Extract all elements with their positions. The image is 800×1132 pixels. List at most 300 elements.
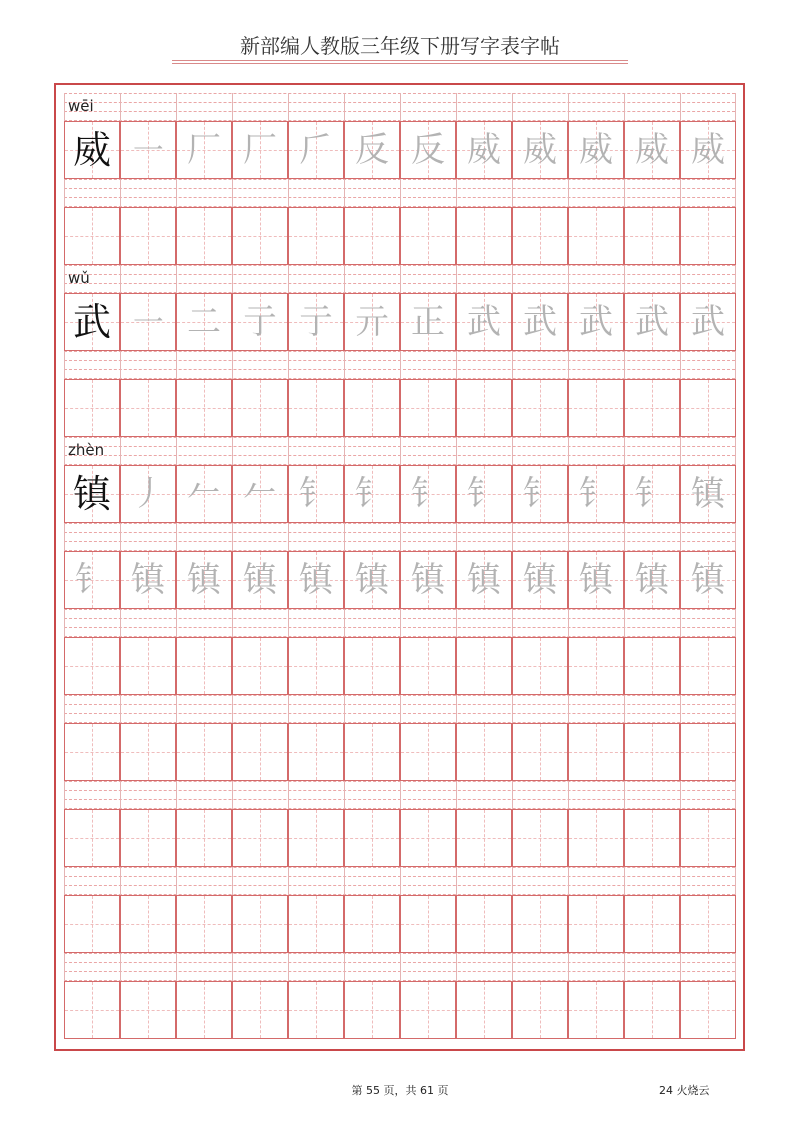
guide-line — [568, 523, 569, 551]
guide-line — [64, 953, 65, 981]
guide-line — [64, 351, 65, 379]
guide-line — [120, 265, 121, 293]
tian-cell[interactable] — [176, 379, 232, 437]
guide-line — [232, 265, 233, 293]
tian-cell[interactable] — [176, 207, 232, 265]
tian-cell[interactable] — [624, 637, 680, 695]
guide-line — [512, 781, 513, 809]
tian-cell[interactable] — [64, 293, 120, 351]
tian-cell[interactable] — [120, 293, 176, 351]
guide-line — [568, 781, 569, 809]
tian-cell[interactable] — [64, 207, 120, 265]
stroke-step: 镇 — [635, 560, 669, 600]
guide-line — [680, 867, 681, 895]
tian-cell[interactable] — [456, 121, 512, 179]
guide-line — [344, 523, 345, 551]
practice-row — [64, 379, 735, 437]
tian-cell[interactable] — [176, 551, 232, 609]
tian-cell[interactable] — [624, 207, 680, 265]
practice-row — [64, 723, 735, 781]
guide-line — [568, 93, 569, 121]
stroke-step: 𠂉 — [187, 474, 221, 514]
guide-line — [344, 351, 345, 379]
tian-cell[interactable] — [456, 293, 512, 351]
guide-line — [288, 93, 289, 121]
tian-cell[interactable] — [120, 207, 176, 265]
tian-cell[interactable] — [512, 551, 568, 609]
tian-cell[interactable] — [512, 723, 568, 781]
guide-line — [680, 265, 681, 293]
tian-cell[interactable] — [624, 121, 680, 179]
tian-cell[interactable] — [456, 981, 512, 1039]
guide-line — [735, 609, 736, 637]
stroke-step: 钅 — [299, 474, 333, 514]
guide-line — [680, 609, 681, 637]
tian-cell[interactable] — [288, 895, 344, 953]
guide-line — [232, 179, 233, 207]
tian-cell[interactable] — [176, 637, 232, 695]
guide-line — [456, 265, 457, 293]
guide-line — [456, 523, 457, 551]
guide-line — [456, 93, 457, 121]
tian-cell[interactable] — [456, 207, 512, 265]
pinyin-band — [64, 265, 735, 293]
stroke-step: 正 — [411, 302, 445, 342]
tian-cell[interactable] — [568, 465, 624, 523]
tian-cell[interactable] — [680, 207, 736, 265]
pinyin-band — [64, 695, 735, 723]
tian-cell[interactable] — [232, 723, 288, 781]
guide-line — [176, 93, 177, 121]
guide-line — [288, 953, 289, 981]
guide-line — [120, 609, 121, 637]
tian-cell[interactable] — [64, 723, 120, 781]
guide-line — [456, 609, 457, 637]
tian-cell[interactable] — [64, 379, 120, 437]
tian-cell[interactable] — [288, 809, 344, 867]
guide-line — [512, 695, 513, 723]
pinyin-band — [64, 867, 735, 895]
guide-line — [344, 953, 345, 981]
guide-line — [288, 781, 289, 809]
tian-cell[interactable] — [624, 809, 680, 867]
tian-cell[interactable] — [288, 465, 344, 523]
tian-cell[interactable] — [680, 293, 736, 351]
tian-cell[interactable] — [288, 637, 344, 695]
guide-line — [64, 781, 65, 809]
tian-cell[interactable] — [456, 723, 512, 781]
tian-cell[interactable] — [120, 637, 176, 695]
guide-line — [680, 93, 681, 121]
tian-cell[interactable] — [232, 293, 288, 351]
tian-cell[interactable] — [232, 551, 288, 609]
tian-cell[interactable] — [120, 981, 176, 1039]
practice-row — [64, 207, 735, 265]
tian-cell[interactable] — [344, 293, 400, 351]
tian-cell[interactable] — [64, 981, 120, 1039]
guide-line — [512, 609, 513, 637]
guide-line — [735, 867, 736, 895]
tian-cell[interactable] — [400, 981, 456, 1039]
stroke-step: 反 — [355, 130, 389, 170]
stroke-step: 厂 — [187, 130, 221, 170]
tian-cell[interactable] — [120, 809, 176, 867]
tian-cell[interactable] — [176, 981, 232, 1039]
guide-line — [512, 179, 513, 207]
title-rule-top — [172, 60, 628, 61]
guide-line — [624, 437, 625, 465]
guide-line — [512, 953, 513, 981]
tian-cell[interactable] — [624, 379, 680, 437]
tian-cell[interactable] — [400, 551, 456, 609]
tian-cell[interactable] — [344, 121, 400, 179]
tian-cell[interactable] — [512, 465, 568, 523]
guide-line — [120, 93, 121, 121]
guide-line — [624, 781, 625, 809]
practice-row — [64, 293, 735, 351]
guide-line — [735, 781, 736, 809]
pinyin-label: zhèn — [68, 441, 105, 459]
tian-cell[interactable] — [568, 895, 624, 953]
tian-cell[interactable] — [680, 379, 736, 437]
practice-row — [64, 809, 735, 867]
model-character: 威 — [72, 128, 111, 172]
tian-cell[interactable] — [176, 121, 232, 179]
tian-cell[interactable] — [568, 981, 624, 1039]
guide-line — [456, 953, 457, 981]
guide-line — [120, 437, 121, 465]
guide-line — [176, 351, 177, 379]
guide-line — [568, 437, 569, 465]
tian-cell[interactable] — [120, 121, 176, 179]
guide-line — [568, 953, 569, 981]
tian-cell[interactable] — [568, 207, 624, 265]
tian-cell[interactable] — [176, 895, 232, 953]
stroke-step: 亍 — [299, 302, 333, 342]
tian-cell[interactable] — [344, 981, 400, 1039]
tian-cell[interactable] — [624, 551, 680, 609]
tian-cell[interactable] — [288, 981, 344, 1039]
guide-line — [344, 781, 345, 809]
tian-cell[interactable] — [344, 723, 400, 781]
guide-line — [624, 609, 625, 637]
tian-cell[interactable] — [624, 895, 680, 953]
guide-line — [624, 179, 625, 207]
tian-cell[interactable] — [64, 121, 120, 179]
model-character: 武 — [72, 300, 111, 344]
tian-cell[interactable] — [400, 465, 456, 523]
tian-cell[interactable] — [288, 723, 344, 781]
guide-line — [400, 609, 401, 637]
stroke-step: 武 — [579, 302, 613, 342]
tian-cell[interactable] — [64, 809, 120, 867]
tian-cell[interactable] — [680, 809, 736, 867]
tian-cell[interactable] — [288, 293, 344, 351]
tian-cell[interactable] — [512, 981, 568, 1039]
guide-line — [120, 695, 121, 723]
tian-cell[interactable] — [344, 207, 400, 265]
tian-cell[interactable] — [680, 723, 736, 781]
tian-cell[interactable] — [624, 465, 680, 523]
stroke-step: 亓 — [355, 302, 389, 342]
stroke-step: 厂 — [243, 130, 277, 170]
tian-cell[interactable] — [568, 293, 624, 351]
stroke-step: 𠂉 — [243, 474, 277, 514]
guide-line — [232, 695, 233, 723]
tian-cell[interactable] — [624, 981, 680, 1039]
tian-cell[interactable] — [680, 981, 736, 1039]
guide-line — [568, 265, 569, 293]
stroke-step: 威 — [635, 130, 669, 170]
tian-cell[interactable] — [400, 809, 456, 867]
tian-cell[interactable] — [680, 465, 736, 523]
stroke-step: ㇐ — [131, 130, 165, 170]
tian-cell[interactable] — [400, 637, 456, 695]
tian-cell[interactable] — [344, 379, 400, 437]
tian-cell[interactable] — [568, 121, 624, 179]
guide-line — [64, 523, 65, 551]
guide-line — [680, 953, 681, 981]
stroke-step: 丿 — [131, 474, 165, 514]
guide-line — [456, 437, 457, 465]
tian-cell[interactable] — [120, 895, 176, 953]
guide-line — [64, 179, 65, 207]
guide-line — [64, 695, 65, 723]
tian-cell[interactable] — [512, 895, 568, 953]
practice-grid — [64, 93, 735, 1041]
tian-cell[interactable] — [344, 809, 400, 867]
guide-line — [176, 265, 177, 293]
tian-cell[interactable] — [344, 895, 400, 953]
tian-cell[interactable] — [176, 465, 232, 523]
tian-cell[interactable] — [232, 895, 288, 953]
tian-cell[interactable] — [456, 465, 512, 523]
guide-line — [624, 93, 625, 121]
stroke-step: 威 — [523, 130, 557, 170]
tian-cell[interactable] — [456, 379, 512, 437]
guide-line — [176, 781, 177, 809]
guide-line — [288, 265, 289, 293]
tian-cell[interactable] — [400, 379, 456, 437]
tian-cell[interactable] — [568, 551, 624, 609]
guide-line — [120, 179, 121, 207]
tian-cell[interactable] — [288, 121, 344, 179]
tian-cell[interactable] — [176, 293, 232, 351]
pinyin-label: wēi — [68, 97, 94, 115]
guide-line — [624, 867, 625, 895]
guide-line — [568, 351, 569, 379]
tian-cell[interactable] — [176, 809, 232, 867]
tian-cell[interactable] — [232, 379, 288, 437]
pinyin-band — [64, 781, 735, 809]
practice-row — [64, 121, 735, 179]
pinyin-band — [64, 351, 735, 379]
guide-line — [400, 265, 401, 293]
tian-cell[interactable] — [64, 465, 120, 523]
guide-line — [288, 867, 289, 895]
footer-brand: 24 火烧云 — [659, 1084, 710, 1097]
guide-line — [456, 351, 457, 379]
tian-cell[interactable] — [120, 465, 176, 523]
guide-line — [344, 609, 345, 637]
guide-line — [568, 609, 569, 637]
guide-line — [512, 265, 513, 293]
pinyin-band — [64, 609, 735, 637]
stroke-step: 𠂆 — [299, 130, 333, 170]
tian-cell[interactable] — [400, 293, 456, 351]
guide-line — [456, 695, 457, 723]
guide-line — [400, 781, 401, 809]
practice-row — [64, 981, 735, 1039]
guide-line — [120, 781, 121, 809]
pinyin-band — [64, 523, 735, 551]
stroke-step: 镇 — [691, 474, 725, 514]
tian-cell[interactable] — [232, 981, 288, 1039]
title-rule-bottom — [172, 63, 628, 64]
tian-cell[interactable] — [64, 637, 120, 695]
tian-cell[interactable] — [400, 121, 456, 179]
stroke-step: 钅 — [75, 560, 109, 600]
guide-line — [120, 523, 121, 551]
tian-cell[interactable] — [624, 293, 680, 351]
guide-line — [735, 523, 736, 551]
guide-line — [64, 437, 65, 465]
guide-line — [624, 953, 625, 981]
tian-cell[interactable] — [400, 207, 456, 265]
guide-line — [344, 437, 345, 465]
tian-cell[interactable] — [624, 723, 680, 781]
stroke-step: 武 — [467, 302, 501, 342]
guide-line — [735, 93, 736, 121]
guide-line — [400, 523, 401, 551]
tian-cell[interactable] — [64, 551, 120, 609]
guide-line — [735, 695, 736, 723]
guide-line — [512, 351, 513, 379]
guide-line — [176, 609, 177, 637]
practice-row — [64, 465, 735, 523]
stroke-step: 二 — [187, 302, 221, 342]
guide-line — [232, 953, 233, 981]
guide-line — [344, 93, 345, 121]
guide-line — [232, 351, 233, 379]
tian-cell[interactable] — [344, 465, 400, 523]
stroke-step: 镇 — [187, 560, 221, 600]
tian-cell[interactable] — [120, 551, 176, 609]
tian-cell[interactable] — [568, 809, 624, 867]
tian-cell[interactable] — [512, 293, 568, 351]
tian-cell[interactable] — [512, 207, 568, 265]
tian-cell[interactable] — [568, 637, 624, 695]
tian-cell[interactable] — [456, 637, 512, 695]
guide-line — [288, 695, 289, 723]
tian-cell[interactable] — [344, 637, 400, 695]
guide-line — [232, 437, 233, 465]
page-title: 新部编人教版三年级下册写字表字帖 — [240, 34, 560, 58]
stroke-step: 镇 — [523, 560, 557, 600]
tian-cell[interactable] — [288, 379, 344, 437]
tian-cell[interactable] — [456, 551, 512, 609]
tian-cell[interactable] — [120, 379, 176, 437]
tian-cell[interactable] — [400, 723, 456, 781]
tian-cell[interactable] — [232, 637, 288, 695]
guide-line — [176, 953, 177, 981]
stroke-step: 威 — [467, 130, 501, 170]
guide-line — [176, 437, 177, 465]
guide-line — [176, 179, 177, 207]
guide-line — [400, 695, 401, 723]
guide-line — [680, 437, 681, 465]
tian-cell[interactable] — [680, 121, 736, 179]
tian-cell[interactable] — [288, 551, 344, 609]
tian-cell[interactable] — [456, 895, 512, 953]
tian-cell[interactable] — [232, 121, 288, 179]
tian-cell[interactable] — [400, 895, 456, 953]
pinyin-band — [64, 437, 735, 465]
stroke-step: 武 — [691, 302, 725, 342]
guide-line — [568, 179, 569, 207]
guide-line — [624, 695, 625, 723]
stroke-step: 镇 — [355, 560, 389, 600]
pinyin-band — [64, 93, 735, 121]
guide-line — [64, 93, 65, 121]
stroke-step: 镇 — [579, 560, 613, 600]
tian-cell[interactable] — [288, 207, 344, 265]
tian-cell[interactable] — [568, 723, 624, 781]
stroke-step: 亍 — [243, 302, 277, 342]
stroke-step: 镇 — [131, 560, 165, 600]
guide-line — [456, 179, 457, 207]
guide-line — [288, 351, 289, 379]
guide-line — [232, 867, 233, 895]
tian-cell[interactable] — [568, 379, 624, 437]
practice-sheet — [54, 83, 745, 1051]
tian-cell[interactable] — [680, 637, 736, 695]
guide-line — [344, 265, 345, 293]
guide-line — [176, 695, 177, 723]
tian-cell[interactable] — [512, 637, 568, 695]
tian-cell[interactable] — [344, 551, 400, 609]
tian-cell[interactable] — [512, 121, 568, 179]
tian-cell[interactable] — [176, 723, 232, 781]
guide-line — [568, 695, 569, 723]
guide-line — [735, 179, 736, 207]
tian-cell[interactable] — [456, 809, 512, 867]
guide-line — [512, 867, 513, 895]
tian-cell[interactable] — [64, 895, 120, 953]
tian-cell[interactable] — [680, 551, 736, 609]
tian-cell[interactable] — [680, 895, 736, 953]
guide-line — [680, 351, 681, 379]
tian-cell[interactable] — [232, 465, 288, 523]
stroke-step: 钅 — [579, 474, 613, 514]
tian-cell[interactable] — [512, 379, 568, 437]
guide-line — [288, 437, 289, 465]
stroke-step: 钅 — [355, 474, 389, 514]
tian-cell[interactable] — [120, 723, 176, 781]
guide-line — [64, 609, 65, 637]
tian-cell[interactable] — [232, 809, 288, 867]
stroke-step: 钅 — [411, 474, 445, 514]
guide-line — [232, 523, 233, 551]
guide-line — [400, 953, 401, 981]
practice-row — [64, 637, 735, 695]
tian-cell[interactable] — [512, 809, 568, 867]
stroke-step: 镇 — [243, 560, 277, 600]
guide-line — [232, 781, 233, 809]
stroke-step: ㇐ — [131, 302, 165, 342]
tian-cell[interactable] — [232, 207, 288, 265]
pinyin-band — [64, 179, 735, 207]
